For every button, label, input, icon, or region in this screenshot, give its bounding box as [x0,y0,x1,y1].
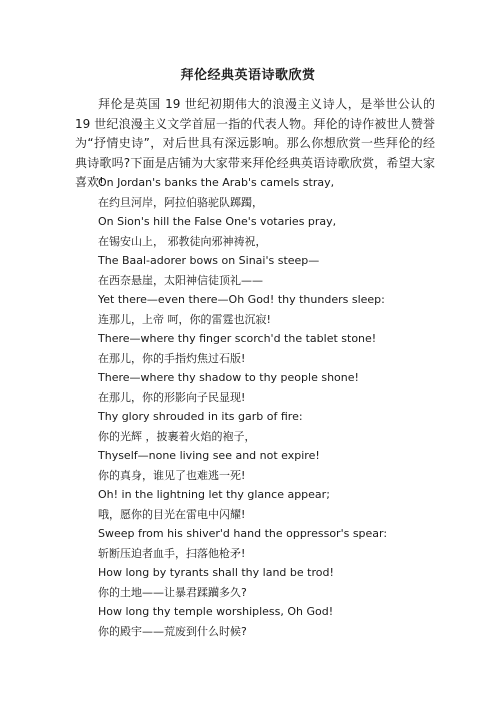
poem-line-chinese: 在约旦河岸，阿拉伯骆驼队踯躅， [98,195,263,209]
poem-line-english: Sweep from his shiver'd hand the oppressor's spear: [98,527,388,540]
poem-line-english: Oh! in the lightning let thy glance appear; [98,488,330,501]
poem-line-english: There—where thy shadow to thy people shone! [98,371,359,384]
poem-line-english: Yet there—even there—Oh God! thy thunders sleep: [98,293,385,306]
poem-line-chinese: 在锡安山上， 邪教徒向邪神祷祝， [98,234,267,248]
intro-paragraph: 拜伦是英国 19 世纪初期伟大的浪漫主义诗人，是举世公认的 19 世纪浪漫主义文学首屈一指的代表人物。拜伦的诗作被世人赞誉为“抒情史诗”，对后世具有深远影响。那么你想欣赏一些拜伦的经典诗歌吗?下面是店铺为大家带来拜伦经典英语诗歌欣赏，希望大家喜欢! [75,97,435,189]
poem-line-english: How long thy temple worshipless, Oh God! [98,605,334,618]
poem-line-english: The Baal-adorer bows on Sinai's steep— [98,254,320,267]
poem-line-chinese: 你的殿宇——荒废到什么时候? [98,624,247,638]
poem-line-chinese: 连那儿，上帝 呵，你的雷霆也沉寂! [98,312,271,326]
poem-line-english: On Jordan's banks the Arab's camels stray, [98,176,335,189]
poem-line-chinese: 在那儿，你的手指灼焦过石版! [98,351,246,365]
poem-line-chinese: 在那儿，你的形影向子民显现! [98,390,246,404]
poem-line-english: Thyself—none living see and not expire! [98,449,320,462]
poem-lines [98,173,458,641]
document-title: 拜伦经典英语诗歌欣赏 [180,68,316,83]
poem-line-english: On Sion's hill the False One's votaries pray, [98,215,337,228]
poem-line-chinese: 你的土地——让暴君蹂躏多久? [98,585,247,599]
poem-line-english: Thy glory shrouded in its garb of fire: [98,410,303,423]
poem-line-chinese: 哦，愿你的目光在雷电中闪耀! [98,507,246,521]
poem-line-english: How long by tyrants shall thy land be trod! [98,566,334,579]
poem-line-english: There—where thy finger scorch'd the tablet stone! [98,332,377,345]
poem-line-chinese: 斩断压迫者血手，扫落他枪矛! [98,546,246,560]
poem-line-chinese: 你的光辉 ，披裹着火焰的袍子， [98,429,256,443]
poem-line-chinese: 在西奈悬崖，太阳神信徒顶礼—— [98,273,263,287]
poem-line-chinese: 你的真身，谁见了也难逃一死! [98,468,246,482]
